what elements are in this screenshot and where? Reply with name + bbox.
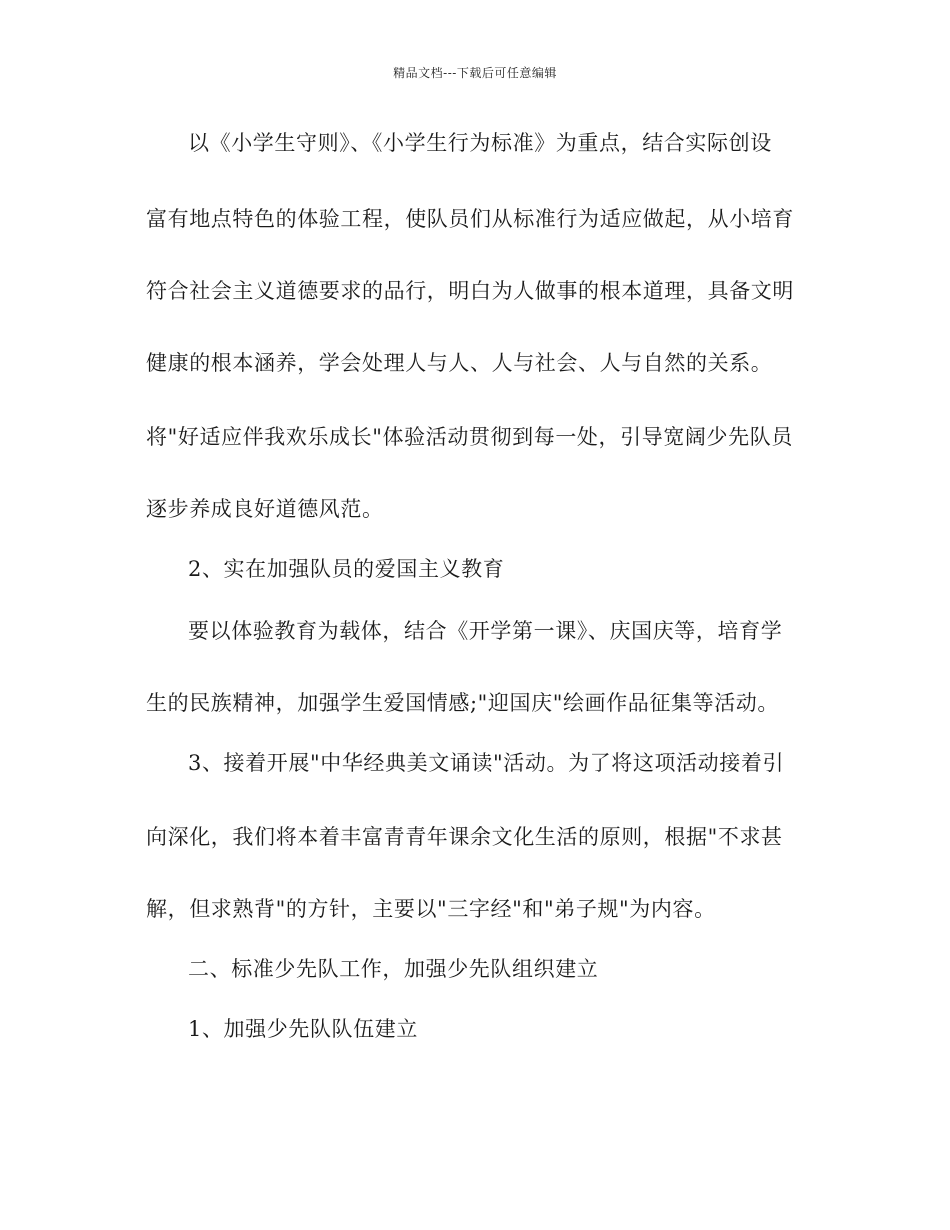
paragraph-line: 3、接着开展"中华经典美文诵读"活动。为了将这项活动接着引	[188, 751, 785, 775]
section-heading: 2、实在加强队员的爱国主义教育	[188, 557, 505, 581]
paragraph-line: 要以体验教育为载体，结合《开学第一课》、庆国庆等，培育学	[188, 619, 783, 643]
section-heading: 1、加强少先队队伍建立	[188, 1017, 418, 1041]
paragraph-line: 富有地点特色的体验工程，使队员们从标准行为适应做起，从小培育	[146, 207, 794, 231]
paragraph-line: 符合社会主义道德要求的品行，明白为人做事的根本道理，具备文明	[146, 279, 794, 303]
paragraph-line: 逐步养成良好道德风范。	[146, 497, 384, 521]
paragraph-line: 以《小学生守则》、《小学生行为标准》为重点，结合实际创设	[188, 131, 772, 155]
paragraph-line: 解，但求熟背"的方针，主要以"三字经"和"弟子规"为内容。	[146, 897, 716, 921]
page-header: 精品文档---下载后可任意编辑	[393, 66, 557, 80]
paragraph-line: 生的民族精神，加强学生爱国情感;"迎国庆"绘画作品征集等活动。	[146, 691, 779, 715]
paragraph-line: 健康的根本涵养，学会处理人与人、人与社会、人与自然的关系。	[146, 351, 773, 375]
paragraph-line: 将"好适应伴我欢乐成长"体验活动贯彻到每一处，引导宽阔少先队员	[146, 425, 793, 449]
paragraph-line: 向深化，我们将本着丰富青青年课余文化生活的原则，根据"不求甚	[146, 825, 783, 849]
section-heading: 二、标准少先队工作，加强少先队组织建立	[188, 957, 599, 981]
